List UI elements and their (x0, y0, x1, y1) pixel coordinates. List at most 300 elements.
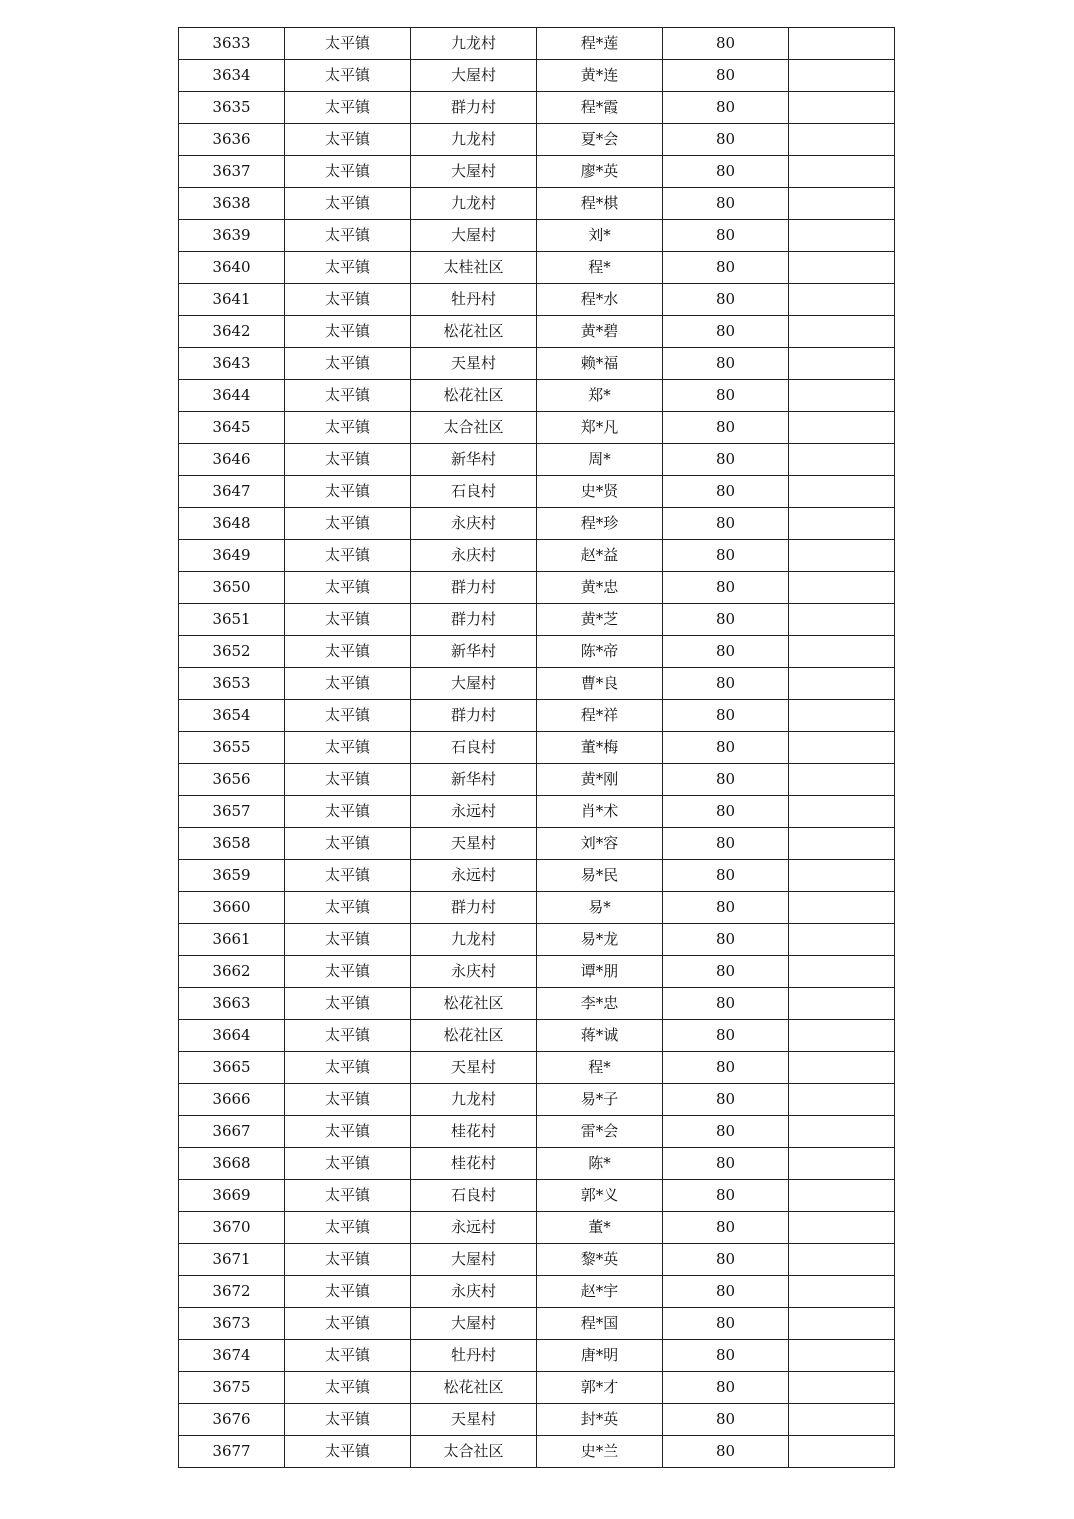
row-number-cell: 3664 (179, 1020, 285, 1052)
table-row (179, 572, 895, 604)
table-row (179, 124, 895, 156)
town-cell: 太平镇 (285, 796, 411, 828)
town-cell: 太平镇 (285, 956, 411, 988)
name-cell: 廖*英 (537, 156, 663, 188)
village-cell: 永远村 (411, 860, 537, 892)
town-cell: 太平镇 (285, 60, 411, 92)
table-row (179, 1212, 895, 1244)
amount-cell: 80 (663, 636, 789, 668)
town-cell: 太平镇 (285, 188, 411, 220)
name-cell: 周* (537, 444, 663, 476)
name-cell: 陈* (537, 1148, 663, 1180)
town-cell: 太平镇 (285, 1116, 411, 1148)
town-cell: 太平镇 (285, 1244, 411, 1276)
row-number-cell: 3661 (179, 924, 285, 956)
amount-cell: 80 (663, 284, 789, 316)
name-cell: 赵*益 (537, 540, 663, 572)
village-cell: 松花社区 (411, 988, 537, 1020)
village-cell: 新华村 (411, 636, 537, 668)
table-row (179, 60, 895, 92)
amount-cell: 80 (663, 860, 789, 892)
village-cell: 永庆村 (411, 1276, 537, 1308)
name-cell: 黄*芝 (537, 604, 663, 636)
town-cell: 太平镇 (285, 636, 411, 668)
name-cell: 程* (537, 1052, 663, 1084)
table-row (179, 188, 895, 220)
name-cell: 程*国 (537, 1308, 663, 1340)
row-number-cell: 3677 (179, 1436, 285, 1468)
town-cell: 太平镇 (285, 540, 411, 572)
remark-cell (789, 668, 895, 700)
table-row (179, 220, 895, 252)
amount-cell: 80 (663, 1404, 789, 1436)
row-number-cell: 3653 (179, 668, 285, 700)
remark-cell (789, 444, 895, 476)
town-cell: 太平镇 (285, 860, 411, 892)
name-cell: 刘*容 (537, 828, 663, 860)
table-row (179, 700, 895, 732)
table-row (179, 508, 895, 540)
remark-cell (789, 1404, 895, 1436)
amount-cell: 80 (663, 988, 789, 1020)
town-cell: 太平镇 (285, 1084, 411, 1116)
table-row (179, 1116, 895, 1148)
row-number-cell: 3668 (179, 1148, 285, 1180)
town-cell: 太平镇 (285, 988, 411, 1020)
town-cell: 太平镇 (285, 92, 411, 124)
amount-cell: 80 (663, 796, 789, 828)
village-cell: 石良村 (411, 476, 537, 508)
village-cell: 群力村 (411, 92, 537, 124)
table-row (179, 860, 895, 892)
row-number-cell: 3656 (179, 764, 285, 796)
row-number-cell: 3646 (179, 444, 285, 476)
amount-cell: 80 (663, 1052, 789, 1084)
name-cell: 史*贤 (537, 476, 663, 508)
amount-cell: 80 (663, 412, 789, 444)
table-row (179, 1148, 895, 1180)
name-cell: 黄*刚 (537, 764, 663, 796)
name-cell: 赵*宇 (537, 1276, 663, 1308)
amount-cell: 80 (663, 1436, 789, 1468)
row-number-cell: 3647 (179, 476, 285, 508)
remark-cell (789, 92, 895, 124)
village-cell: 天星村 (411, 1052, 537, 1084)
amount-cell: 80 (663, 924, 789, 956)
amount-cell: 80 (663, 220, 789, 252)
town-cell: 太平镇 (285, 284, 411, 316)
name-cell: 郭*义 (537, 1180, 663, 1212)
row-number-cell: 3641 (179, 284, 285, 316)
table-row (179, 1436, 895, 1468)
remark-cell (789, 1436, 895, 1468)
table-row (179, 316, 895, 348)
remark-cell (789, 732, 895, 764)
table-body (179, 28, 895, 1468)
remark-cell (789, 604, 895, 636)
village-cell: 永远村 (411, 796, 537, 828)
table-row (179, 1244, 895, 1276)
row-number-cell: 3674 (179, 1340, 285, 1372)
town-cell: 太平镇 (285, 1148, 411, 1180)
row-number-cell: 3645 (179, 412, 285, 444)
table-row (179, 1276, 895, 1308)
table-row (179, 1180, 895, 1212)
table-row (179, 1372, 895, 1404)
table-row (179, 1020, 895, 1052)
town-cell: 太平镇 (285, 316, 411, 348)
name-cell: 郭*才 (537, 1372, 663, 1404)
town-cell: 太平镇 (285, 252, 411, 284)
village-cell: 牡丹村 (411, 284, 537, 316)
table-row (179, 1052, 895, 1084)
name-cell: 程*霞 (537, 92, 663, 124)
name-cell: 黄*碧 (537, 316, 663, 348)
table-row (179, 28, 895, 60)
remark-cell (789, 1148, 895, 1180)
name-cell: 程*水 (537, 284, 663, 316)
town-cell: 太平镇 (285, 476, 411, 508)
town-cell: 太平镇 (285, 924, 411, 956)
row-number-cell: 3642 (179, 316, 285, 348)
amount-cell: 80 (663, 92, 789, 124)
name-cell: 程*珍 (537, 508, 663, 540)
remark-cell (789, 156, 895, 188)
amount-cell: 80 (663, 700, 789, 732)
remark-cell (789, 28, 895, 60)
row-number-cell: 3658 (179, 828, 285, 860)
name-cell: 黄*连 (537, 60, 663, 92)
town-cell: 太平镇 (285, 28, 411, 60)
name-cell: 夏*会 (537, 124, 663, 156)
village-cell: 大屋村 (411, 156, 537, 188)
town-cell: 太平镇 (285, 444, 411, 476)
village-cell: 松花社区 (411, 1372, 537, 1404)
village-cell: 天星村 (411, 1404, 537, 1436)
name-cell: 唐*明 (537, 1340, 663, 1372)
amount-cell: 80 (663, 1276, 789, 1308)
amount-cell: 80 (663, 1116, 789, 1148)
remark-cell (789, 316, 895, 348)
name-cell: 董* (537, 1212, 663, 1244)
village-cell: 大屋村 (411, 220, 537, 252)
amount-cell: 80 (663, 1308, 789, 1340)
amount-cell: 80 (663, 124, 789, 156)
town-cell: 太平镇 (285, 892, 411, 924)
amount-cell: 80 (663, 604, 789, 636)
table-row (179, 92, 895, 124)
row-number-cell: 3666 (179, 1084, 285, 1116)
remark-cell (789, 956, 895, 988)
table-row (179, 636, 895, 668)
table-row (179, 348, 895, 380)
village-cell: 九龙村 (411, 124, 537, 156)
row-number-cell: 3663 (179, 988, 285, 1020)
amount-cell: 80 (663, 668, 789, 700)
name-cell: 易*龙 (537, 924, 663, 956)
table-row (179, 828, 895, 860)
town-cell: 太平镇 (285, 412, 411, 444)
table-row (179, 764, 895, 796)
amount-cell: 80 (663, 1372, 789, 1404)
remark-cell (789, 188, 895, 220)
table-row (179, 252, 895, 284)
row-number-cell: 3659 (179, 860, 285, 892)
remark-cell (789, 252, 895, 284)
table-row (179, 732, 895, 764)
village-cell: 桂花村 (411, 1148, 537, 1180)
amount-cell: 80 (663, 1244, 789, 1276)
table-row (179, 540, 895, 572)
row-number-cell: 3644 (179, 380, 285, 412)
remark-cell (789, 508, 895, 540)
table-row (179, 956, 895, 988)
remark-cell (789, 700, 895, 732)
remark-cell (789, 1084, 895, 1116)
row-number-cell: 3650 (179, 572, 285, 604)
row-number-cell: 3652 (179, 636, 285, 668)
village-cell: 松花社区 (411, 1020, 537, 1052)
table-row (179, 604, 895, 636)
amount-cell: 80 (663, 252, 789, 284)
remark-cell (789, 348, 895, 380)
village-cell: 桂花村 (411, 1116, 537, 1148)
name-cell: 肖*术 (537, 796, 663, 828)
row-number-cell: 3669 (179, 1180, 285, 1212)
town-cell: 太平镇 (285, 572, 411, 604)
row-number-cell: 3654 (179, 700, 285, 732)
name-cell: 黄*忠 (537, 572, 663, 604)
amount-cell: 80 (663, 1148, 789, 1180)
amount-cell: 80 (663, 444, 789, 476)
remark-cell (789, 1244, 895, 1276)
name-cell: 蒋*诚 (537, 1020, 663, 1052)
name-cell: 史*兰 (537, 1436, 663, 1468)
town-cell: 太平镇 (285, 732, 411, 764)
village-cell: 群力村 (411, 604, 537, 636)
remark-cell (789, 124, 895, 156)
name-cell: 陈*帝 (537, 636, 663, 668)
town-cell: 太平镇 (285, 1308, 411, 1340)
name-cell: 雷*会 (537, 1116, 663, 1148)
amount-cell: 80 (663, 572, 789, 604)
row-number-cell: 3649 (179, 540, 285, 572)
row-number-cell: 3636 (179, 124, 285, 156)
village-cell: 群力村 (411, 700, 537, 732)
village-cell: 松花社区 (411, 316, 537, 348)
amount-cell: 80 (663, 732, 789, 764)
row-number-cell: 3655 (179, 732, 285, 764)
name-cell: 谭*朋 (537, 956, 663, 988)
amount-cell: 80 (663, 1212, 789, 1244)
name-cell: 程*棋 (537, 188, 663, 220)
town-cell: 太平镇 (285, 668, 411, 700)
amount-cell: 80 (663, 316, 789, 348)
table-row (179, 444, 895, 476)
village-cell: 永庆村 (411, 508, 537, 540)
amount-cell: 80 (663, 540, 789, 572)
remark-cell (789, 284, 895, 316)
table-row (179, 380, 895, 412)
amount-cell: 80 (663, 380, 789, 412)
row-number-cell: 3635 (179, 92, 285, 124)
row-number-cell: 3643 (179, 348, 285, 380)
amount-cell: 80 (663, 892, 789, 924)
remark-cell (789, 764, 895, 796)
remark-cell (789, 828, 895, 860)
row-number-cell: 3633 (179, 28, 285, 60)
name-cell: 郑* (537, 380, 663, 412)
remark-cell (789, 60, 895, 92)
town-cell: 太平镇 (285, 1340, 411, 1372)
amount-cell: 80 (663, 28, 789, 60)
village-cell: 新华村 (411, 764, 537, 796)
remark-cell (789, 988, 895, 1020)
remark-cell (789, 1308, 895, 1340)
village-cell: 大屋村 (411, 1244, 537, 1276)
town-cell: 太平镇 (285, 1052, 411, 1084)
amount-cell: 80 (663, 1340, 789, 1372)
amount-cell: 80 (663, 60, 789, 92)
table-row (179, 988, 895, 1020)
row-number-cell: 3662 (179, 956, 285, 988)
remark-cell (789, 380, 895, 412)
village-cell: 太桂社区 (411, 252, 537, 284)
table-row (179, 1084, 895, 1116)
row-number-cell: 3667 (179, 1116, 285, 1148)
town-cell: 太平镇 (285, 156, 411, 188)
amount-cell: 80 (663, 764, 789, 796)
village-cell: 大屋村 (411, 60, 537, 92)
amount-cell: 80 (663, 1180, 789, 1212)
name-cell: 程*祥 (537, 700, 663, 732)
remark-cell (789, 1116, 895, 1148)
remark-cell (789, 1372, 895, 1404)
row-number-cell: 3639 (179, 220, 285, 252)
town-cell: 太平镇 (285, 348, 411, 380)
row-number-cell: 3637 (179, 156, 285, 188)
remark-cell (789, 892, 895, 924)
name-cell: 程*莲 (537, 28, 663, 60)
row-number-cell: 3673 (179, 1308, 285, 1340)
remark-cell (789, 476, 895, 508)
row-number-cell: 3651 (179, 604, 285, 636)
village-cell: 新华村 (411, 444, 537, 476)
name-cell: 黎*英 (537, 1244, 663, 1276)
data-table (178, 27, 895, 1468)
village-cell: 松花社区 (411, 380, 537, 412)
row-number-cell: 3634 (179, 60, 285, 92)
village-cell: 石良村 (411, 732, 537, 764)
town-cell: 太平镇 (285, 1436, 411, 1468)
row-number-cell: 3640 (179, 252, 285, 284)
amount-cell: 80 (663, 348, 789, 380)
remark-cell (789, 636, 895, 668)
village-cell: 天星村 (411, 348, 537, 380)
amount-cell: 80 (663, 828, 789, 860)
table-row (179, 796, 895, 828)
town-cell: 太平镇 (285, 604, 411, 636)
amount-cell: 80 (663, 188, 789, 220)
table-row (179, 892, 895, 924)
name-cell: 易* (537, 892, 663, 924)
table-row (179, 668, 895, 700)
village-cell: 九龙村 (411, 1084, 537, 1116)
name-cell: 郑*凡 (537, 412, 663, 444)
town-cell: 太平镇 (285, 1372, 411, 1404)
row-number-cell: 3660 (179, 892, 285, 924)
town-cell: 太平镇 (285, 1404, 411, 1436)
amount-cell: 80 (663, 156, 789, 188)
remark-cell (789, 1180, 895, 1212)
table-row (179, 476, 895, 508)
row-number-cell: 3672 (179, 1276, 285, 1308)
name-cell: 赖*福 (537, 348, 663, 380)
town-cell: 太平镇 (285, 220, 411, 252)
name-cell: 封*英 (537, 1404, 663, 1436)
row-number-cell: 3675 (179, 1372, 285, 1404)
village-cell: 九龙村 (411, 28, 537, 60)
remark-cell (789, 1276, 895, 1308)
row-number-cell: 3670 (179, 1212, 285, 1244)
town-cell: 太平镇 (285, 508, 411, 540)
amount-cell: 80 (663, 1020, 789, 1052)
amount-cell: 80 (663, 508, 789, 540)
remark-cell (789, 1052, 895, 1084)
village-cell: 永庆村 (411, 540, 537, 572)
village-cell: 大屋村 (411, 668, 537, 700)
row-number-cell: 3676 (179, 1404, 285, 1436)
remark-cell (789, 924, 895, 956)
amount-cell: 80 (663, 1084, 789, 1116)
table-row (179, 412, 895, 444)
name-cell: 易*子 (537, 1084, 663, 1116)
remark-cell (789, 1020, 895, 1052)
remark-cell (789, 572, 895, 604)
town-cell: 太平镇 (285, 124, 411, 156)
remark-cell (789, 1212, 895, 1244)
town-cell: 太平镇 (285, 1020, 411, 1052)
town-cell: 太平镇 (285, 380, 411, 412)
village-cell: 群力村 (411, 892, 537, 924)
row-number-cell: 3638 (179, 188, 285, 220)
town-cell: 太平镇 (285, 1180, 411, 1212)
village-cell: 太合社区 (411, 1436, 537, 1468)
name-cell: 刘* (537, 220, 663, 252)
village-cell: 永庆村 (411, 956, 537, 988)
village-cell: 太合社区 (411, 412, 537, 444)
table-row (179, 924, 895, 956)
village-cell: 天星村 (411, 828, 537, 860)
town-cell: 太平镇 (285, 828, 411, 860)
remark-cell (789, 860, 895, 892)
name-cell: 曹*良 (537, 668, 663, 700)
row-number-cell: 3665 (179, 1052, 285, 1084)
town-cell: 太平镇 (285, 700, 411, 732)
amount-cell: 80 (663, 956, 789, 988)
village-cell: 石良村 (411, 1180, 537, 1212)
table-row (179, 284, 895, 316)
town-cell: 太平镇 (285, 1276, 411, 1308)
name-cell: 李*忠 (537, 988, 663, 1020)
village-cell: 九龙村 (411, 924, 537, 956)
remark-cell (789, 796, 895, 828)
remark-cell (789, 1340, 895, 1372)
table-row (179, 156, 895, 188)
table-row (179, 1340, 895, 1372)
village-cell: 群力村 (411, 572, 537, 604)
row-number-cell: 3671 (179, 1244, 285, 1276)
